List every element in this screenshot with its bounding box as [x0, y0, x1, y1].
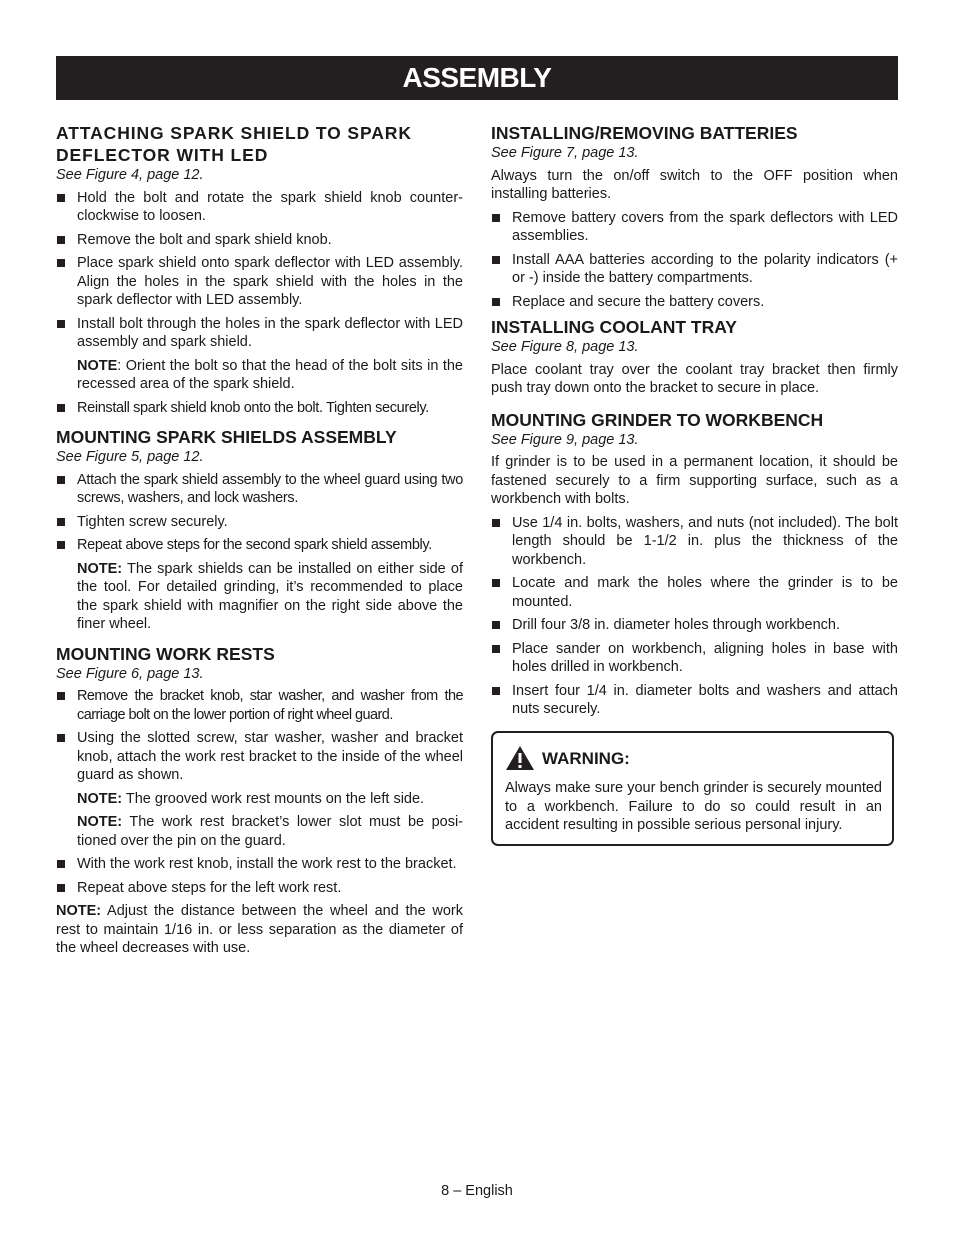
square-bullet-icon	[57, 860, 65, 868]
list-item-text: Insert four 1/4 in. diameter bolts and washers and attach nuts securely.	[512, 682, 898, 717]
list-item-text: Remove the bracket knob, star washer, and washer from the carriage bolt on the lower portion of right wheel guard.	[77, 688, 463, 723]
list-item	[491, 574, 898, 611]
section-heading: MOUNTING GRINDER TO WORKBENCH	[491, 409, 824, 430]
square-bullet-icon	[57, 541, 65, 549]
note	[56, 560, 463, 634]
figure-reference: See Figure 6, page 13.	[56, 665, 204, 682]
section-heading: MOUNTING SPARK SHIELDS ASSEMBLY	[56, 427, 397, 447]
figure-reference: See Figure 9, page 13.	[491, 431, 639, 448]
square-bullet-icon	[57, 259, 65, 267]
section-heading: INSTALLING/REMOVING BATTERIES	[491, 123, 798, 143]
list-item-text: Remove the bolt and spark shield knob.	[77, 231, 332, 248]
note-text: Adjust the distance between the wheel and the work rest to maintain 1/16 in. or less separation as the diameter of the wheel decreases with use.	[56, 903, 463, 956]
list-item	[491, 616, 898, 635]
square-bullet-icon	[57, 236, 65, 244]
square-bullet-icon	[492, 579, 500, 587]
list-item	[491, 293, 898, 312]
final-note	[56, 902, 463, 958]
figure-reference: See Figure 8, page 13.	[491, 339, 639, 355]
square-bullet-icon	[57, 692, 65, 700]
list-item	[491, 640, 898, 677]
square-bullet-icon	[492, 645, 500, 653]
list-item	[56, 513, 463, 532]
list-item-text: Place sander on workbench, aligning holes in base with holes drilled in workbench.	[512, 640, 898, 675]
list-item	[56, 254, 463, 310]
section-attaching-spark-shield	[56, 122, 463, 417]
square-bullet-icon	[57, 320, 65, 328]
list-item-text: Install bolt through the holes in the spark deflector with LED assembly and spark shield.	[77, 315, 463, 350]
list-item-text: Replace and secure the battery covers.	[512, 293, 765, 310]
section-heading: INSTALLING COOLANT TRAY	[491, 317, 737, 337]
page-title: ASSEMBLY	[56, 56, 898, 100]
section-mounting-work-rests	[56, 643, 463, 958]
list-item-text: Reinstall spark shield knob onto the bolt. Tighten securely.	[77, 399, 429, 416]
section-mounting-spark-shields	[56, 426, 463, 634]
list-item	[491, 209, 898, 246]
note-label: NOTE:	[77, 560, 123, 577]
note	[56, 357, 463, 394]
square-bullet-icon	[57, 476, 65, 484]
section-installing-batteries	[491, 122, 898, 311]
list-item-text: Locate and mark the holes where the grinder is to be mounted.	[512, 575, 898, 610]
note-label: NOTE	[77, 357, 118, 374]
list-item-text: Install AAA batteries according to the polarity indicators (+ or -) inside the battery compartments.	[512, 251, 898, 286]
note	[56, 790, 463, 809]
page-footer: 8 – English	[441, 1183, 513, 1199]
note-label: NOTE:	[77, 790, 123, 807]
square-bullet-icon	[57, 734, 65, 742]
list-item-text: Hold the bolt and rotate the spark shield knob counter-clockwise to loosen.	[77, 189, 463, 224]
warning-title: WARNING:	[542, 749, 630, 768]
note-text: The grooved work rest mounts on the left side.	[122, 790, 425, 807]
figure-reference: See Figure 4, page 12.	[56, 167, 204, 183]
square-bullet-icon	[492, 621, 500, 629]
list-item-text: Use 1/4 in. bolts, washers, and nuts (not included). The bolt length should be 1-1/2 in. plus the thickness of the workbench.	[512, 514, 898, 568]
paragraph: Always turn the on/off switch to the OFF position when installing batteries.	[491, 167, 898, 202]
list-item	[56, 315, 463, 352]
section-heading: MOUNTING WORK RESTS	[56, 643, 275, 664]
warning-text: Always make sure your bench grinder is securely mounted to a workbench. Failure to do so could result in an accident resulting in possible serious personal injury.	[505, 780, 882, 833]
left-column	[56, 122, 463, 963]
section-heading: ATTACHING SPARK SHIELD TO SPARK DEFLECTOR WITH LED	[56, 123, 412, 165]
list-item	[56, 687, 463, 724]
square-bullet-icon	[492, 256, 500, 264]
list-item	[56, 879, 463, 898]
section-coolant-tray	[491, 316, 898, 398]
note-text: The spark shields can be installed on either side of the tool. For detailed grinding, it’s recommended to place the spark shield with magnifier on the right side above the finer wheel.	[77, 560, 463, 632]
paragraph: Place coolant tray over the coolant tray bracket then firmly push tray down onto the bracket to secure in place.	[491, 361, 898, 396]
note-label: NOTE:	[56, 903, 102, 919]
list-item-text: Attach the spark shield assembly to the wheel guard using two screws, washers, and lock washers.	[77, 471, 463, 506]
square-bullet-icon	[57, 518, 65, 526]
square-bullet-icon	[57, 404, 65, 412]
list-item-text: Remove battery covers from the spark deflectors with LED assemblies.	[512, 209, 898, 244]
figure-reference: See Figure 7, page 13.	[491, 145, 639, 161]
list-item	[56, 471, 463, 508]
list-item	[491, 682, 898, 719]
square-bullet-icon	[57, 194, 65, 202]
square-bullet-icon	[57, 884, 65, 892]
square-bullet-icon	[492, 687, 500, 695]
list-item-text: With the work rest knob, install the work rest to the bracket.	[77, 856, 457, 872]
list-item	[56, 399, 463, 418]
note-text: : Orient the bolt so that the head of the bolt sits in the recessed area of the spark shield.	[77, 357, 463, 392]
list-item-text: Drill four 3/8 in. diameter holes through workbench.	[512, 617, 841, 633]
warning-triangle-icon	[505, 745, 535, 771]
list-item	[491, 251, 898, 288]
paragraph: If grinder is to be used in a permanent location, it should be fastened securely to a firm supporting surface, such as a workbench with bolts.	[491, 454, 898, 507]
square-bullet-icon	[492, 214, 500, 222]
square-bullet-icon	[492, 298, 500, 306]
section-mounting-grinder	[491, 409, 898, 719]
square-bullet-icon	[492, 519, 500, 527]
list-item	[56, 231, 463, 250]
list-item	[491, 514, 898, 570]
list-item-text: Repeat above steps for the second spark shield assembly.	[77, 537, 432, 553]
list-item	[56, 855, 463, 874]
note	[56, 813, 463, 850]
list-item-text: Using the slotted screw, star washer, washer and bracket knob, attach the work rest bracket to the inside of the wheel guard as shown.	[77, 730, 463, 783]
warning-box	[491, 731, 894, 846]
list-item	[56, 189, 463, 226]
list-item	[56, 729, 463, 785]
list-item-text: Place spark shield onto spark deflector with LED assembly. Align the holes in the spark shield with the holes in the spark deflector with LED assembly.	[77, 255, 463, 308]
figure-reference: See Figure 5, page 12.	[56, 449, 204, 465]
list-item	[56, 536, 463, 555]
list-item-text: Repeat above steps for the left work rest.	[77, 879, 342, 896]
note-label: NOTE:	[77, 814, 123, 830]
right-column	[491, 122, 898, 724]
list-item-text: Tighten screw securely.	[77, 513, 228, 530]
note-text: The work rest bracket’s lower slot must be posi-tioned over the pin on the guard.	[77, 814, 463, 849]
